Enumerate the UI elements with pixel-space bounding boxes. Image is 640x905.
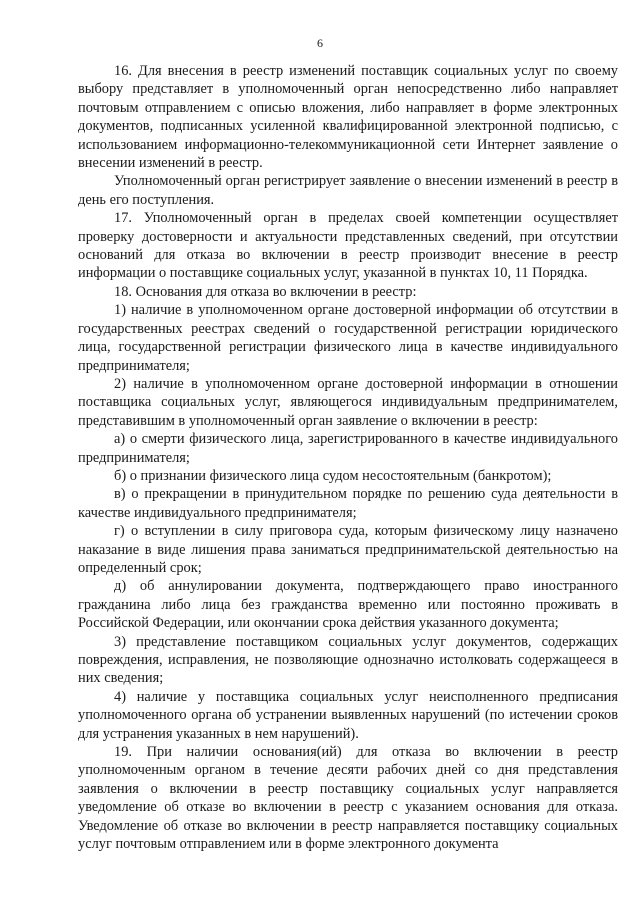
paragraph-18-item-2d: д) об аннулировании документа, подтверждающего право иностранного гражданина либо лица без гражданства временно или постоянно проживать в Российской Федерации, или окончании срока действия указанного документа; — [78, 578, 618, 632]
paragraph-18-item-3: 3) представление поставщиком социальных услуг документов, содержащих повреждения, исправления, не позволяющие однозначно истолковать содержащееся в них сведения; — [78, 633, 618, 687]
document-body — [78, 62, 618, 853]
paragraph-18-item-2: 2) наличие в уполномоченном органе достоверной информации в отношении поставщика социальных услуг, являющегося индивидуальным предпринимателем, представившим в уполномоченный орган заявление о включении в реестр: — [78, 375, 618, 429]
page-number: 6 — [317, 36, 323, 50]
paragraph-18-item-1: 1) наличие в уполномоченном органе достоверной информации об отсутствии в государственных реестрах сведений о государственной регистрации юридического лица, государственной регистрации физического лица в качестве индивидуального предпринимателя; — [78, 302, 618, 374]
paragraph-18-item-2a: а) о смерти физического лица, зарегистрированного в качестве индивидуального предпринимателя; — [78, 431, 618, 466]
paragraph-17: 17. Уполномоченный орган в пределах своей компетенции осуществляет проверку достоверности и актуальности представленных сведений, при отсутствии оснований для отказа во включении в реестр производит внесение в реестр информации о поставщике социальных услуг, указанной в пунктах 10, 11 Порядка. — [78, 210, 618, 282]
paragraph-18-heading: 18. Основания для отказа во включении в реестр: — [114, 283, 417, 300]
paragraph-18-item-4: 4) наличие у поставщика социальных услуг неисполненного предписания уполномоченного органа об устранении выявленных нарушений (по истечении сроков для устранения указанных в нем нарушений). — [78, 688, 618, 742]
paragraph-18-item-2g: г) о вступлении в силу приговора суда, которым физическому лицу назначено наказание в виде лишения права заниматься предпринимательской деятельностью на определенный срок; — [78, 523, 618, 576]
paragraph-18-item-2b: б) о признании физического лица судом несостоятельным (банкротом); — [114, 467, 552, 484]
paragraph-19: 19. При наличии основания(ий) для отказа во включении в реестр уполномоченным органом в течение десяти рабочих дней со дня представления заявления о включении в реестр поставщику социальных услуг направляется уведомление об отказе во включении в реестр с указанием основания для отказа. Уведомление об отказе во включении в реестр направляется поставщику социальных услуг почтовым отправлением или в форме электронного документа — [78, 744, 618, 853]
paragraph-18-item-2v: в) о прекращении в принудительном порядке по решению суда деятельности в качестве индивидуального предпринимателя; — [78, 486, 618, 521]
paragraph-16-registration: Уполномоченный орган регистрирует заявление о внесении изменений в реестр в день его поступления. — [78, 173, 618, 208]
paragraph-16: 16. Для внесения в реестр изменений поставщик социальных услуг по своему выбору представляет в уполномоченный орган непосредственно либо направляет почтовым отправлением с описью вложения, либо направляет в форме электронных документов, подписанных усиленной квалифицированной электронной подписью, с использованием информационно-телекоммуникационной сети Интернет заявление о внесении изменений в реестр. — [78, 63, 618, 172]
